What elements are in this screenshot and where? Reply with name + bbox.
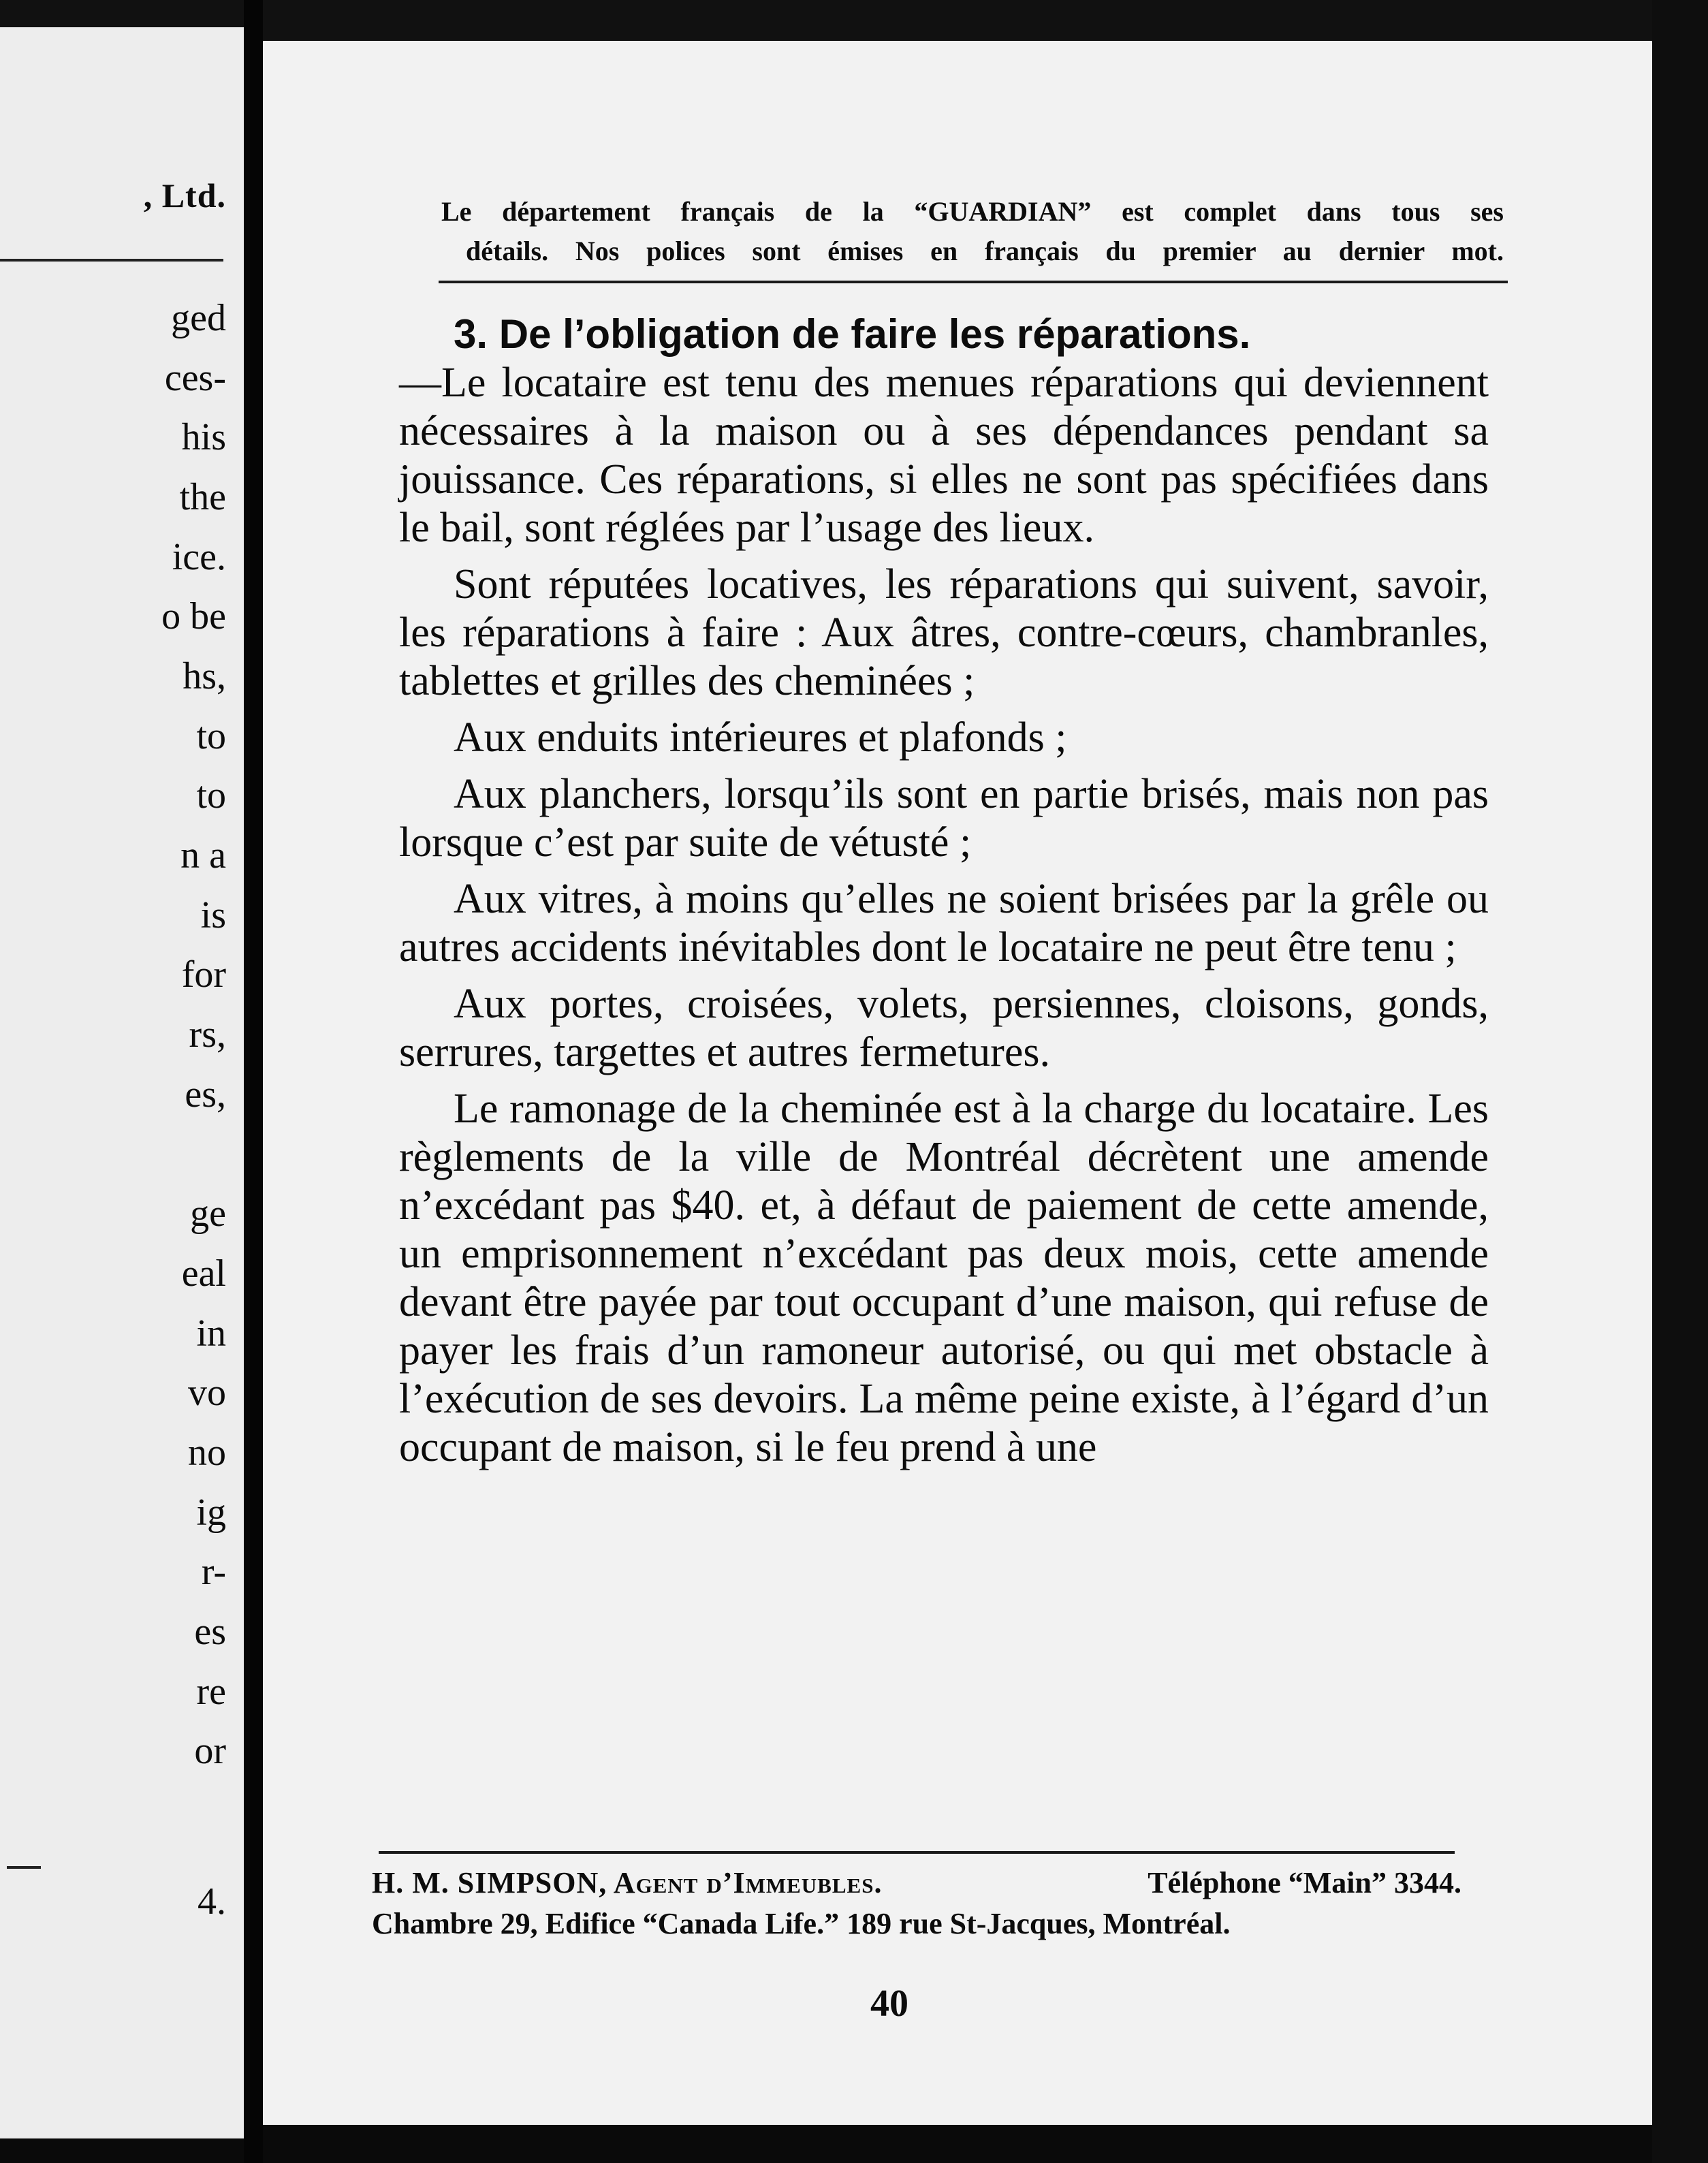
facing-line: 4. bbox=[197, 1880, 226, 1923]
footer-advertisement bbox=[372, 1863, 1461, 1944]
header-rule bbox=[439, 281, 1508, 283]
facing-line: ged bbox=[171, 297, 226, 339]
paragraph: Aux planchers, lorsqu’ils sont en partie brisés, mais non pas lorsque c’est par suite de vétusté ; bbox=[399, 771, 1489, 866]
facing-line: o be bbox=[161, 595, 226, 637]
facing-line: ice. bbox=[172, 536, 226, 578]
footer-address: Chambre 29, Edifice “Canada Life.” 189 rue St-Jacques, Montréal. bbox=[372, 1907, 1231, 1940]
facing-line: his bbox=[181, 416, 226, 458]
facing-line: re bbox=[196, 1671, 226, 1713]
facing-line: vo bbox=[188, 1372, 226, 1414]
page-number: 40 bbox=[870, 1983, 908, 2025]
facing-page-rule bbox=[0, 259, 223, 262]
facing-line: ge bbox=[190, 1193, 226, 1235]
facing-page-header: , Ltd. bbox=[143, 176, 226, 215]
body-text bbox=[399, 310, 1489, 1480]
facing-line: ces- bbox=[164, 357, 226, 399]
paragraph: —Le locataire est tenu des menues réparations qui deviennent nécessaires à la maison ou à ses dépendances pendant sa jouissance. Ces réparations, si elles ne sont pas spécifiées dans le bail, sont réglées par l’usage des lieux. bbox=[399, 360, 1489, 551]
facing-line: hs, bbox=[183, 655, 226, 697]
facing-line: is bbox=[200, 894, 226, 936]
book-gutter bbox=[244, 0, 263, 2163]
facing-line: or bbox=[194, 1730, 226, 1772]
facing-line: the bbox=[179, 476, 226, 518]
paragraph: Le ramonage de la cheminée est à la charge du locataire. Les règlements de la ville de Montréal décrètent une amende n’excédant pas $40. et, à défaut de paiement de cette amende, un emprisonnement n’excédant pas deux mois, cette amende devant être payée par tout occupant d’une maison, qui refuse de payer les frais d’un ramoneur autorisé, ou qui met obstacle à l’exécution de ses devoirs. La même peine existe, à l’égard d’un occupant de maison, si le feu prend à une bbox=[399, 1086, 1489, 1470]
section-heading-paragraph bbox=[399, 310, 1489, 359]
scan-border-right bbox=[1652, 0, 1708, 2163]
facing-line: rs, bbox=[189, 1013, 226, 1056]
facing-line: to bbox=[196, 715, 226, 757]
facing-line: es bbox=[194, 1611, 226, 1653]
facing-page-footer-rule bbox=[7, 1866, 41, 1869]
header-notice-line-2: détails. Nos polices sont émises en français du premier au dernier mot. bbox=[466, 236, 1504, 266]
facing-line: eal bbox=[181, 1252, 226, 1295]
document-page bbox=[263, 41, 1652, 2125]
facing-line: n a bbox=[180, 834, 226, 877]
paragraph: Sont réputées locatives, les réparations qui suivent, savoir, les réparations à faire : Aux âtres, contre-cœurs, chambranles, tablettes et grilles des cheminées ; bbox=[399, 561, 1489, 704]
facing-line: no bbox=[188, 1432, 226, 1474]
paragraph: Aux enduits intérieures et plafonds ; bbox=[454, 714, 1067, 761]
facing-line: for bbox=[181, 953, 226, 996]
facing-line: es, bbox=[185, 1073, 226, 1116]
footer-agent: H. M. SIMPSON, Agent d’Immeubles. bbox=[372, 1866, 883, 1899]
paragraph: Aux portes, croisées, volets, persiennes, cloisons, gonds, serrures, targettes et autres fermetures. bbox=[399, 981, 1489, 1075]
facing-line: to bbox=[196, 774, 226, 817]
header-notice-line-1: Le département français de la “GUARDIAN” est complet dans tous ses bbox=[441, 196, 1504, 227]
footer-rule bbox=[379, 1851, 1455, 1854]
footer-phone: Téléphone “Main” 3344. bbox=[1148, 1866, 1461, 1899]
header-notice bbox=[441, 192, 1504, 271]
facing-page-fragment bbox=[0, 27, 244, 2138]
facing-line: ig bbox=[196, 1491, 226, 1534]
section-heading: 3. De l’obligation de faire les réparations. bbox=[454, 311, 1251, 357]
paragraph: Aux vitres, à moins qu’elles ne soient brisées par la grêle ou autres accidents inévitables dont le locataire ne peut être tenu ; bbox=[399, 876, 1489, 970]
facing-line: in bbox=[196, 1312, 226, 1355]
facing-line: r- bbox=[201, 1551, 226, 1593]
